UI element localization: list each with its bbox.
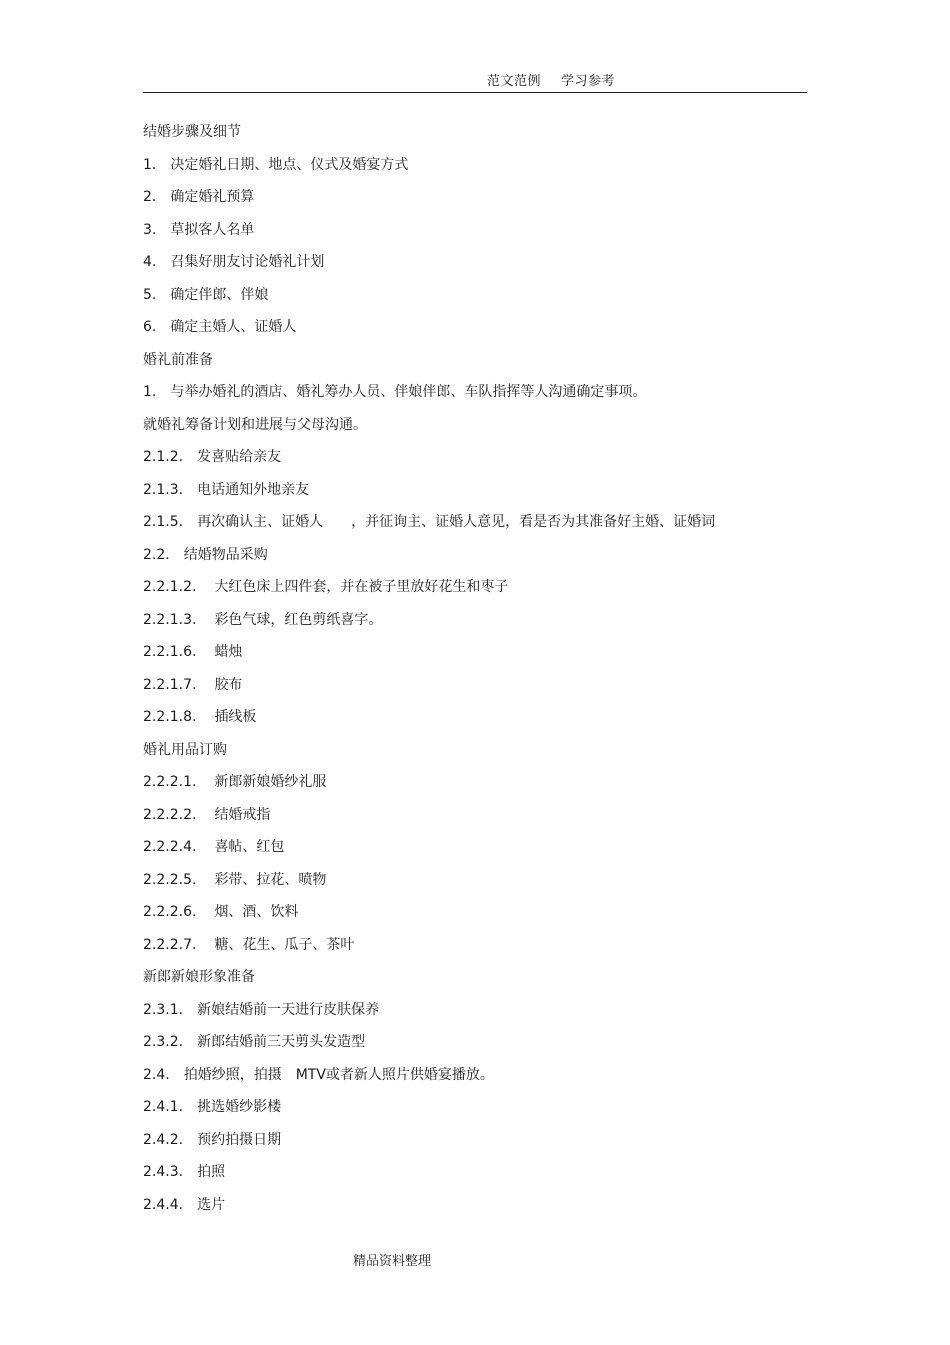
line-number: 2.4.1.	[143, 1099, 184, 1115]
line-number: 2.2.	[143, 546, 170, 563]
line-number: 2.4.3.	[143, 1164, 184, 1180]
line-number: 2.2.2.7.	[143, 936, 197, 953]
document-line	[143, 315, 807, 348]
document-line	[143, 1030, 807, 1063]
document-line	[143, 1160, 807, 1193]
line-text: 结婚物品采购	[183, 546, 268, 563]
document-line	[143, 283, 807, 316]
document-line	[143, 738, 807, 771]
line-number: 4.	[143, 254, 157, 270]
line-number: 2.2.2.2.	[143, 806, 197, 823]
line-text: 拍婚纱照，拍摄 MTV或者新人照片供婚宴播放。	[183, 1066, 494, 1083]
line-text: 草拟客人名单	[170, 221, 255, 238]
line-text: 就婚礼筹备计划和进展与父母沟通。	[143, 416, 367, 433]
document-line	[143, 900, 807, 933]
line-text: 确定伴郎、伴娘	[170, 286, 269, 303]
document-line	[143, 445, 807, 478]
line-text: 插线板	[214, 709, 257, 725]
document-line	[143, 1063, 807, 1096]
document-line	[143, 803, 807, 836]
line-text: 挑选婚纱影楼	[197, 1099, 282, 1115]
line-text: 婚礼前准备	[143, 351, 213, 368]
line-text: 喜帖、红包	[214, 839, 285, 855]
line-text: 彩色气球，红色剪纸喜字。	[214, 611, 383, 628]
line-text: 大红色床上四件套，并在被子里放好花生和枣子	[214, 579, 509, 595]
document-line	[143, 575, 807, 608]
document-line	[143, 413, 807, 446]
line-number: 2.4.4.	[143, 1196, 184, 1213]
line-text: 新郎新娘形象准备	[143, 969, 255, 985]
line-text: 电话通知外地亲友	[197, 481, 310, 498]
document-line	[143, 770, 807, 803]
document-body	[143, 120, 807, 1225]
line-text: 新郎结婚前三天剪头发造型	[197, 1034, 366, 1050]
document-line	[143, 543, 807, 576]
line-text: 结婚戒指	[214, 806, 271, 823]
document-line	[143, 250, 807, 283]
document-line	[143, 933, 807, 966]
document-line	[143, 998, 807, 1031]
line-text: 发喜贴给亲友	[197, 449, 282, 465]
document-line	[143, 153, 807, 186]
document-line	[143, 185, 807, 218]
document-line	[143, 640, 807, 673]
document-line	[143, 218, 807, 251]
line-number: 2.4.	[143, 1066, 170, 1083]
document-line	[143, 965, 807, 998]
document-line	[143, 1193, 807, 1226]
document-line	[143, 510, 807, 543]
line-number: 2.3.2.	[143, 1034, 184, 1050]
line-number: 2.2.1.8.	[143, 709, 197, 725]
line-number: 2.2.2.4.	[143, 839, 197, 855]
document-line	[143, 835, 807, 868]
document-line	[143, 1095, 807, 1128]
line-number: 2.2.1.6.	[143, 644, 197, 660]
line-number: 2.2.1.2.	[143, 579, 197, 595]
line-text: 拍照	[197, 1164, 226, 1180]
line-text: 蜡烛	[214, 644, 243, 660]
line-text: 新郎新娘婚纱礼服	[214, 774, 327, 790]
line-number: 3.	[143, 221, 157, 238]
line-number: 2.3.1.	[143, 1001, 184, 1018]
line-text: 预约拍摄日期	[197, 1131, 282, 1148]
line-number: 6.	[143, 319, 157, 335]
line-number: 2.4.2.	[143, 1131, 184, 1148]
line-text: 胶布	[214, 676, 243, 693]
line-text: 确定主婚人、证婚人	[170, 319, 297, 335]
document-line	[143, 1128, 807, 1161]
line-number: 2.2.1.3.	[143, 611, 197, 628]
line-number: 2.2.1.7.	[143, 676, 197, 693]
line-text: 与举办婚礼的酒店、婚礼筹办人员、伴娘伴郎、车队指挥等人沟通确定事项。	[170, 384, 647, 400]
page-header	[143, 68, 807, 93]
line-number: 2.2.2.6.	[143, 904, 197, 920]
line-number: 2.	[143, 189, 157, 205]
line-text: 糖、花生、瓜子、茶叶	[214, 936, 355, 953]
line-text: 决定婚礼日期、地点、仪式及婚宴方式	[170, 156, 409, 173]
line-number: 5.	[143, 286, 157, 303]
line-text: 烟、酒、饮料	[214, 904, 299, 920]
line-number: 2.2.2.5.	[143, 871, 197, 888]
line-number: 2.1.5.	[143, 514, 184, 530]
line-text: 婚礼用品订购	[143, 741, 227, 758]
document-line	[143, 705, 807, 738]
page-footer: 精品资料整理	[353, 1254, 432, 1269]
document-line	[143, 478, 807, 511]
document-line	[143, 348, 807, 381]
line-text: 确定婚礼预算	[170, 189, 255, 205]
document-line	[143, 608, 807, 641]
header-left: 范文范例	[487, 74, 542, 89]
line-number: 2.2.2.1.	[143, 774, 197, 790]
line-text: 再次确认主、证婚人 ，并征询主、证婚人意见，看是否为其准备好主婚、证婚词	[197, 514, 716, 530]
line-number: 2.1.3.	[143, 481, 184, 498]
line-text: 结婚步骤及细节	[143, 124, 241, 140]
line-number: 1.	[143, 156, 157, 173]
document-line	[143, 380, 807, 413]
header-right: 学习参考	[561, 74, 616, 89]
line-text: 选片	[197, 1196, 226, 1213]
line-number: 1.	[143, 384, 157, 400]
document-line	[143, 868, 807, 901]
line-number: 2.1.2.	[143, 449, 184, 465]
header-text	[487, 70, 615, 89]
line-text: 彩带、拉花、喷物	[214, 871, 327, 888]
line-text: 新娘结婚前一天进行皮肤保养	[197, 1001, 380, 1018]
document-line	[143, 120, 807, 153]
document-line	[143, 673, 807, 706]
line-text: 召集好朋友讨论婚礼计划	[170, 254, 325, 270]
